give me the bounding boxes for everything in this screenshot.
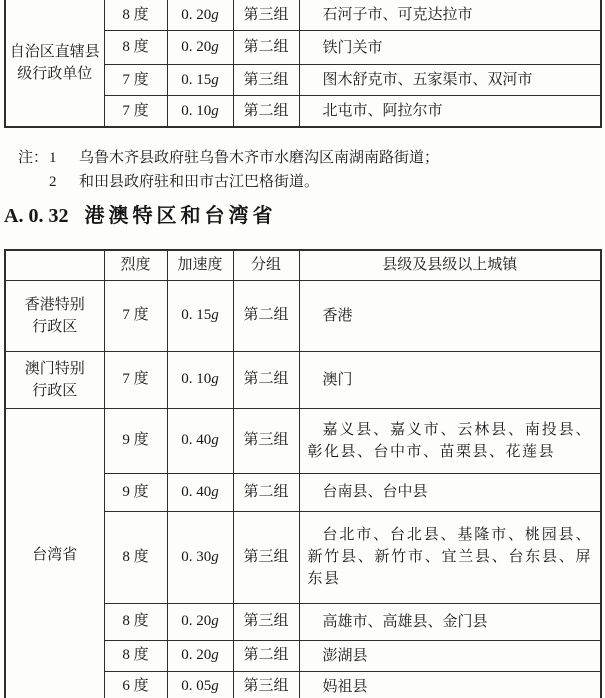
cities-text: 香港	[322, 307, 353, 324]
header-cities-cell: 县级及县级以上城镇	[299, 250, 601, 280]
intensity-cell: 7 度	[104, 280, 167, 351]
header-intensity-cell: 烈度	[104, 250, 167, 280]
group-cell: 第二组	[233, 473, 299, 511]
cities-text: 澳门	[322, 371, 353, 388]
intensity-cell: 9 度	[104, 408, 167, 473]
cities-text: 台南县、台中县	[322, 484, 428, 500]
accel-cell	[167, 31, 233, 65]
region-cell-hongkong	[5, 280, 104, 351]
cities-cell	[299, 31, 601, 65]
hk-macau-taiwan-table	[4, 249, 602, 698]
cities-cell	[299, 473, 601, 511]
group-cell: 第三组	[233, 0, 299, 31]
accel-cell	[167, 603, 233, 640]
table-row	[5, 351, 601, 408]
region-name-line: 自治区直辖县	[9, 44, 100, 60]
note-label: 注：	[18, 150, 49, 166]
cities-cell	[299, 640, 601, 671]
group-cell: 第三组	[233, 511, 299, 603]
region-name-line: 级行政单位	[17, 66, 93, 82]
header-row	[5, 250, 601, 280]
accel-value: 0. 30	[181, 548, 212, 565]
group-cell: 第二组	[233, 351, 299, 408]
g-unit: g	[211, 371, 219, 387]
accel-value: 0. 20	[181, 647, 212, 663]
accel-value: 0. 10	[181, 371, 212, 387]
table-row	[5, 408, 601, 473]
accel-value: 0. 40	[181, 483, 212, 500]
region-name-line: 行政区	[32, 318, 78, 335]
group-cell: 第二组	[233, 640, 299, 671]
accel-value: 0. 20	[181, 6, 212, 23]
note-text: 和田县政府驻和田市古江巴格街道。	[79, 174, 320, 190]
region-cell-macau	[5, 351, 104, 408]
accel-cell	[167, 511, 233, 603]
accel-value: 0. 10	[181, 102, 212, 119]
g-unit: g	[211, 548, 219, 565]
accel-value: 0. 15	[181, 307, 212, 323]
region-cell-taiwan	[5, 408, 104, 698]
cities-cell	[299, 671, 601, 698]
g-unit: g	[211, 613, 219, 629]
accel-cell	[167, 640, 233, 671]
g-unit: g	[211, 6, 219, 23]
intensity-cell: 7 度	[104, 96, 167, 128]
intensity-cell: 8 度	[104, 640, 167, 671]
group-cell: 第三组	[233, 603, 299, 640]
section-title: 港澳特区和台湾省	[84, 205, 277, 227]
accel-cell	[167, 280, 233, 351]
group-cell: 第三组	[233, 408, 299, 473]
intensity-cell: 8 度	[104, 0, 167, 31]
cities-cell	[299, 408, 601, 473]
intensity-cell: 9 度	[104, 473, 167, 511]
cities-cell	[299, 280, 601, 351]
g-unit: g	[211, 647, 219, 663]
g-unit: g	[211, 678, 219, 694]
cities-cell	[299, 0, 601, 31]
section-heading	[4, 202, 605, 230]
notes	[18, 146, 605, 194]
g-unit: g	[211, 483, 219, 500]
accel-cell	[167, 408, 233, 473]
intensity-cell: 8 度	[104, 603, 167, 640]
accel-value: 0. 05	[181, 678, 212, 694]
cities-text: 北屯市、阿拉尔市	[322, 103, 443, 119]
table-row	[5, 280, 601, 351]
region-name-line: 澳门特别	[24, 360, 85, 377]
note-number: 1	[49, 150, 57, 166]
group-cell: 第二组	[233, 96, 299, 128]
cities-cell	[299, 96, 601, 128]
accel-cell	[167, 671, 233, 698]
header-accel-cell: 加速度	[167, 250, 233, 280]
intensity-cell: 6 度	[104, 671, 167, 698]
cities-text: 妈祖县	[322, 678, 368, 695]
intensity-cell: 7 度	[104, 65, 167, 96]
note-item	[18, 146, 605, 170]
accel-cell	[167, 351, 233, 408]
cities-cell	[299, 351, 601, 408]
intensity-cell: 8 度	[104, 511, 167, 603]
cities-text: 高雄市、高雄县、金门县	[322, 613, 488, 630]
cities-cell	[299, 65, 601, 96]
header-group-cell: 分组	[233, 250, 299, 280]
cities-text: 台北市、台北县、基隆市、桃园县、新竹县、新竹市、宜兰县、台东县、屏东县	[307, 527, 592, 587]
cities-text: 铁门关市	[322, 39, 383, 56]
group-cell: 第三组	[233, 671, 299, 698]
region-name-line: 香港特别	[24, 296, 85, 313]
group-cell: 第二组	[233, 31, 299, 65]
region-cell	[5, 0, 104, 127]
cities-text: 澎湖县	[322, 647, 368, 664]
g-unit: g	[211, 307, 219, 323]
cities-cell	[299, 603, 601, 640]
cities-cell	[299, 511, 601, 603]
table-row	[5, 0, 601, 31]
accel-value: 0. 15	[181, 71, 212, 88]
note-text: 乌鲁木齐县政府驻乌鲁木齐市水磨沟区南湖南路街道；	[79, 150, 440, 166]
g-unit: g	[211, 39, 219, 55]
region-name-line: 台湾省	[32, 547, 78, 563]
cities-text: 图木舒克市、五家渠市、双河市	[322, 72, 533, 88]
accel-cell	[167, 473, 233, 511]
cities-text: 嘉义县、嘉义市、云林县、南投县、彰化县、台中市、苗栗县、花莲县	[307, 421, 592, 460]
intensity-cell: 7 度	[104, 351, 167, 408]
accel-value: 0. 40	[181, 432, 212, 448]
accel-value: 0. 20	[181, 613, 212, 629]
note-number: 2	[49, 174, 57, 190]
g-unit: g	[211, 432, 219, 448]
note-item	[18, 170, 605, 194]
region-name-line: 行政区	[32, 382, 78, 399]
accel-cell	[167, 96, 233, 128]
accel-value: 0. 20	[181, 39, 212, 55]
intensity-cell: 8 度	[104, 31, 167, 65]
cities-text: 石河子市、可克达拉市	[322, 7, 473, 23]
note-indent	[18, 170, 49, 194]
g-unit: g	[211, 102, 219, 119]
section-number: A. 0. 32	[4, 205, 69, 227]
accel-cell	[167, 0, 233, 31]
header-region-cell	[5, 250, 104, 280]
g-unit: g	[211, 71, 219, 88]
group-cell: 第三组	[233, 65, 299, 96]
region-seismic-table-continuation	[4, 0, 602, 128]
group-cell: 第二组	[233, 280, 299, 351]
accel-cell	[167, 65, 233, 96]
